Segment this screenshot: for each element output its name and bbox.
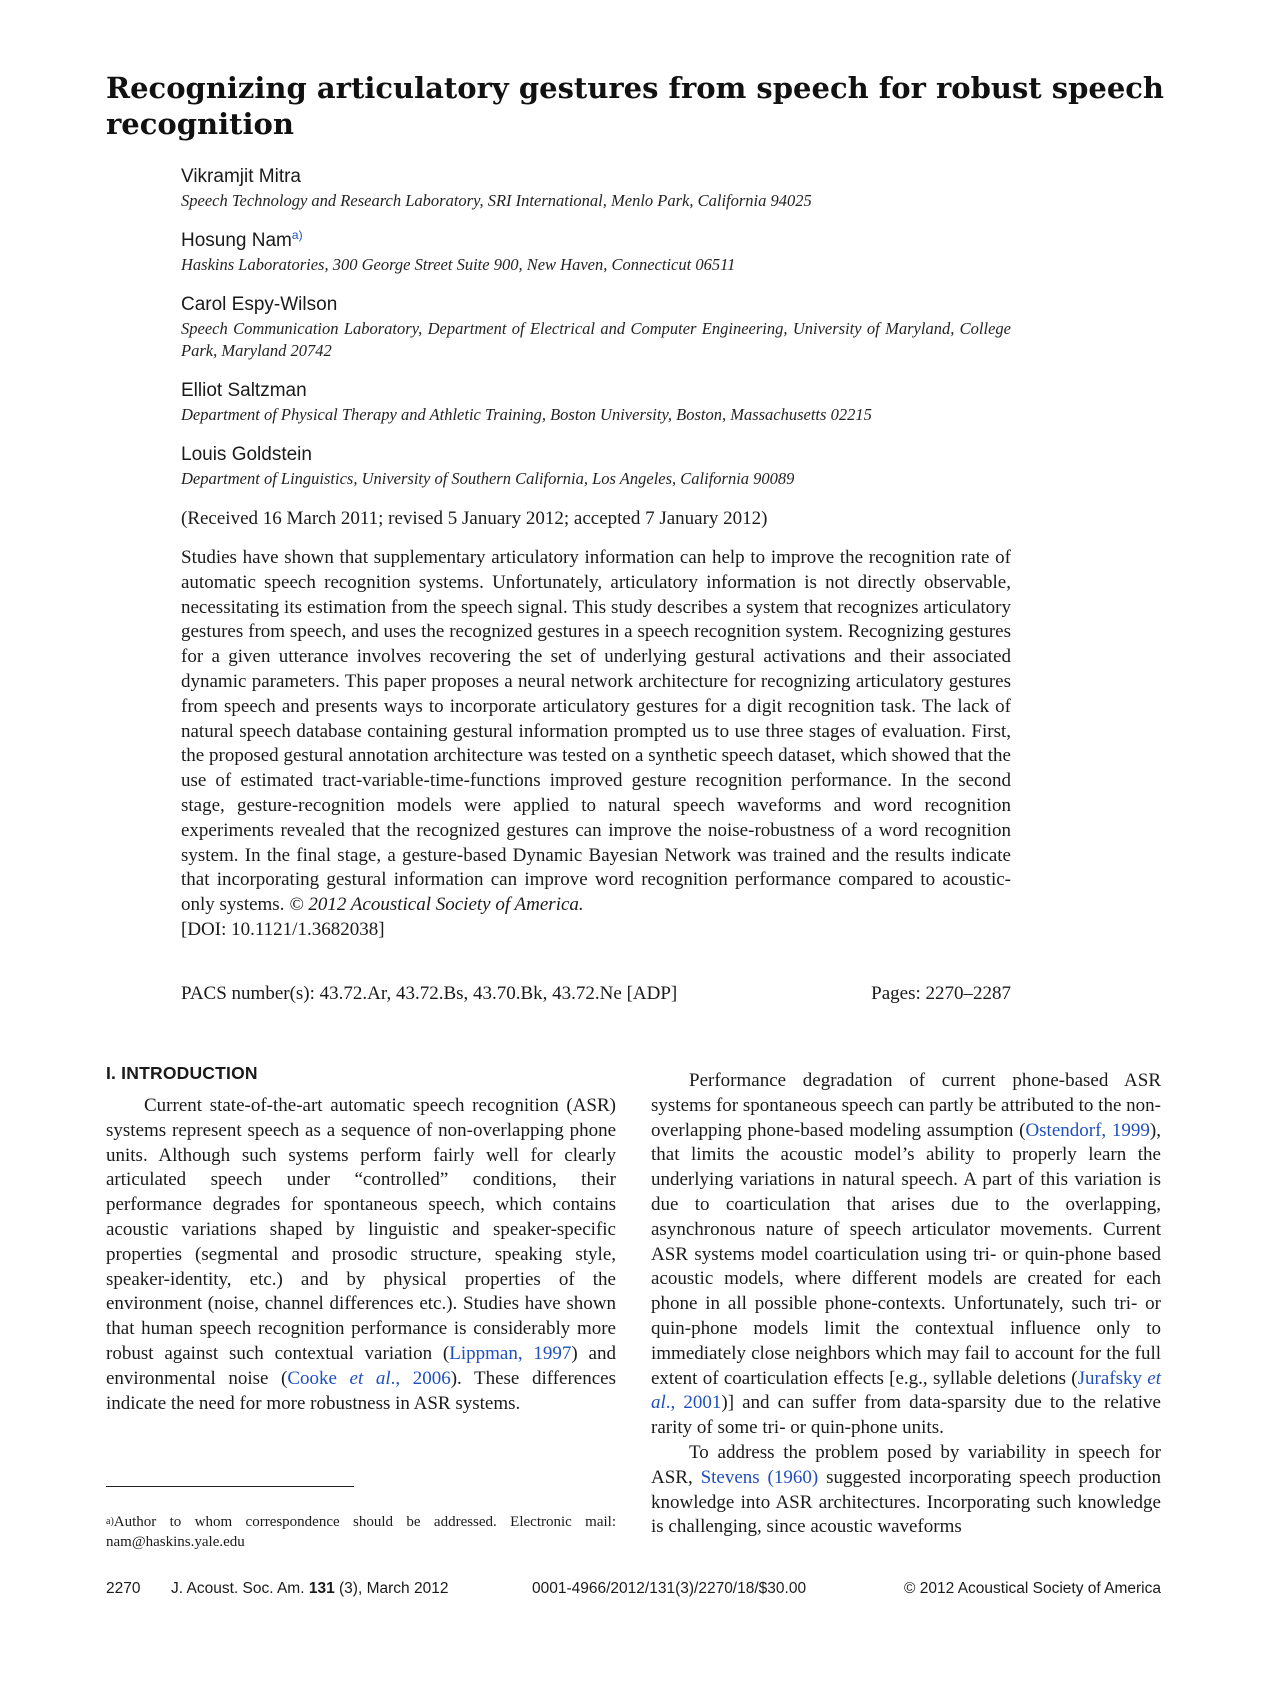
footnote-marker-link[interactable]: a)	[291, 228, 303, 242]
author-affiliation: Department of Physical Therapy and Athletic Training, Boston University, Boston, Massachusetts 02215	[181, 405, 872, 424]
citation-text: Jurafsky	[1077, 1367, 1148, 1389]
footnote-marker: a)	[106, 1516, 114, 1527]
footer-journal	[171, 1580, 448, 1598]
footer-copyright: © 2012 Acoustical Society of America	[904, 1580, 1161, 1597]
footer-page-number: 2270	[106, 1580, 141, 1597]
page-range: Pages: 2270–2287	[871, 983, 1011, 1004]
author-name: Carol Espy-Wilson	[181, 294, 338, 315]
paragraph-text: ). These differences indicate the need for more robustness in ASR systems.	[106, 1367, 616, 1414]
citation-text: et al	[349, 1367, 391, 1389]
left-column	[106, 1094, 616, 1416]
right-column	[651, 1069, 1161, 1540]
citation-link[interactable]: Lippman, 1997	[449, 1342, 572, 1364]
citation-text: et al	[651, 1367, 1161, 1414]
abstract-doi[interactable]: [DOI: 10.1121/1.3682038]	[181, 918, 385, 940]
citation-link[interactable]: Stevens (1960)	[700, 1466, 819, 1488]
author-affiliation: Haskins Laboratories, 300 George Street Suite 900, New Haven, Connecticut 06511	[181, 255, 736, 274]
author-name-with-marker	[181, 230, 303, 252]
footnote-text: Author to whom correspondence should be addressed. Electronic mail: nam@haskins.yale.edu	[106, 1514, 616, 1550]
author-name: Louis Goldstein	[181, 444, 312, 465]
section-heading: I. INTRODUCTION	[106, 1063, 258, 1083]
footnote-divider	[106, 1486, 354, 1487]
paragraph-text: suggested incorporating speech production knowledge into ASR architectures. Incorporating such knowledge is challenging, since acoustic waveforms	[651, 1466, 1161, 1538]
journal-issue: (3), March 2012	[334, 1580, 449, 1597]
journal-volume: 131	[308, 1580, 335, 1597]
abstract	[181, 546, 1011, 943]
citation-text: ., 2006	[390, 1367, 451, 1389]
paragraph	[651, 1069, 1161, 1441]
paragraph	[651, 1441, 1161, 1540]
citation-link[interactable]	[287, 1368, 450, 1389]
received-dates: (Received 16 March 2011; revised 5 January 2012; accepted 7 January 2012)	[181, 508, 768, 529]
paragraph	[106, 1094, 616, 1416]
journal-name: J. Acoust. Soc. Am.	[171, 1580, 309, 1597]
footer-code: 0001-4966/2012/131(3)/2270/18/$30.00	[532, 1580, 807, 1597]
abstract-copyright: © 2012 Acoustical Society of America.	[289, 894, 584, 916]
pacs-numbers: PACS number(s): 43.72.Ar, 43.72.Bs, 43.70.Bk, 43.72.Ne [ADP]	[181, 983, 678, 1004]
citation-text: ., 2001	[665, 1392, 722, 1414]
author-affiliation: Speech Technology and Research Laboratory, SRI International, Menlo Park, California 94025	[181, 191, 812, 210]
abstract-text: Studies have shown that supplementary articulatory information can help to improve the recognition rate of automatic speech recognition systems. Unfortunately, articulatory information is not directly observable, necessitating its estimation from the speech signal. This study describes a system that recognizes articulatory gestures from speech, and uses the recognized gestures in a speech recognition system. Recognizing gestures for a given utterance involves recovering the set of underlying gestural activations and their associated dynamic parameters. This paper proposes a neural network architecture for recognizing articulatory gestures from speech and presents ways to incorporate articulatory gestures for a digit recognition task. The lack of natural speech database containing gestural information prompted us to use three stages of evaluation. First, the proposed gestural annotation architecture was tested on a synthetic speech dataset, which showed that the use of estimated tract-variable-time-functions improved gesture recognition performance. In the second stage, gesture-recognition models were applied to natural speech waveforms and word recognition experiments revealed that the recognized gestures can improve the noise-robustness of a word recognition system. In the final stage, a gesture-based Dynamic Bayesian Network was trained and the results indicate that incorporating gestural information can improve word recognition performance compared to acoustic-only systems.	[181, 547, 1011, 916]
footnote	[106, 1512, 616, 1552]
author-affiliation: Speech Communication Laboratory, Department of Electrical and Computer Engineering, University of Maryland, College Park, Maryland 20742	[181, 319, 1011, 360]
paragraph-text: ), that limits the acoustic model’s ability to properly learn the underlying variations in natural speech. A part of this variation is due to coarticulation that arises due to the overlapping, asynchronous nature of speech articulator movements. Current ASR systems model coarticulation using tri- or quin-phone based acoustic models, where different models are created for each phone in all possible phone-contexts. Unfortunately, such tri- or quin-phone models limit the contextual influence only to immediately close neighbors which may fail to account for the full extent of coarticulation effects [e.g., syllable deletions (	[651, 1119, 1161, 1389]
paragraph-text: Current state-of-the-art automatic speech recognition (ASR) systems represent speech as a sequence of non-overlapping phone units. Although such systems perform fairly well for clearly articulated speech under “controlled” conditions, their performance degrades for spontaneous speech, which contains acoustic variations shaped by linguistic and speaker-specific properties (segmental and prosodic structure, speaking style, speaker-identity, etc.) and by physical properties of the environment (noise, channel differences etc.). Studies have shown that human speech recognition performance is considerably more robust against such contextual variation (	[106, 1095, 616, 1364]
author-name: Elliot Saltzman	[181, 380, 307, 401]
citation-link[interactable]: Ostendorf, 1999	[1025, 1119, 1150, 1141]
paragraph-text: ) and environmental noise (	[106, 1342, 616, 1389]
paragraph-text: Performance degradation of current phone-based ASR systems for spontaneous speech can partly be attributed to the non-overlapping phone-based modeling assumption (	[651, 1070, 1161, 1141]
paragraph-text: To address the problem posed by variability in speech for ASR,	[651, 1441, 1161, 1488]
paper-title: Recognizing articulatory gestures from speech for robust speech recognition	[106, 71, 1165, 141]
citation-text: Cooke	[287, 1367, 350, 1389]
paragraph-text: )] and can suffer from data-sparsity due to the relative rarity of some tri- or quin-phone units.	[651, 1392, 1161, 1439]
author-name: Hosung Nam	[181, 230, 292, 251]
pacs-line	[181, 983, 1011, 1005]
author-affiliation: Department of Linguistics, University of Southern California, Los Angeles, California 90089	[181, 469, 795, 488]
author-name: Vikramjit Mitra	[181, 166, 301, 187]
